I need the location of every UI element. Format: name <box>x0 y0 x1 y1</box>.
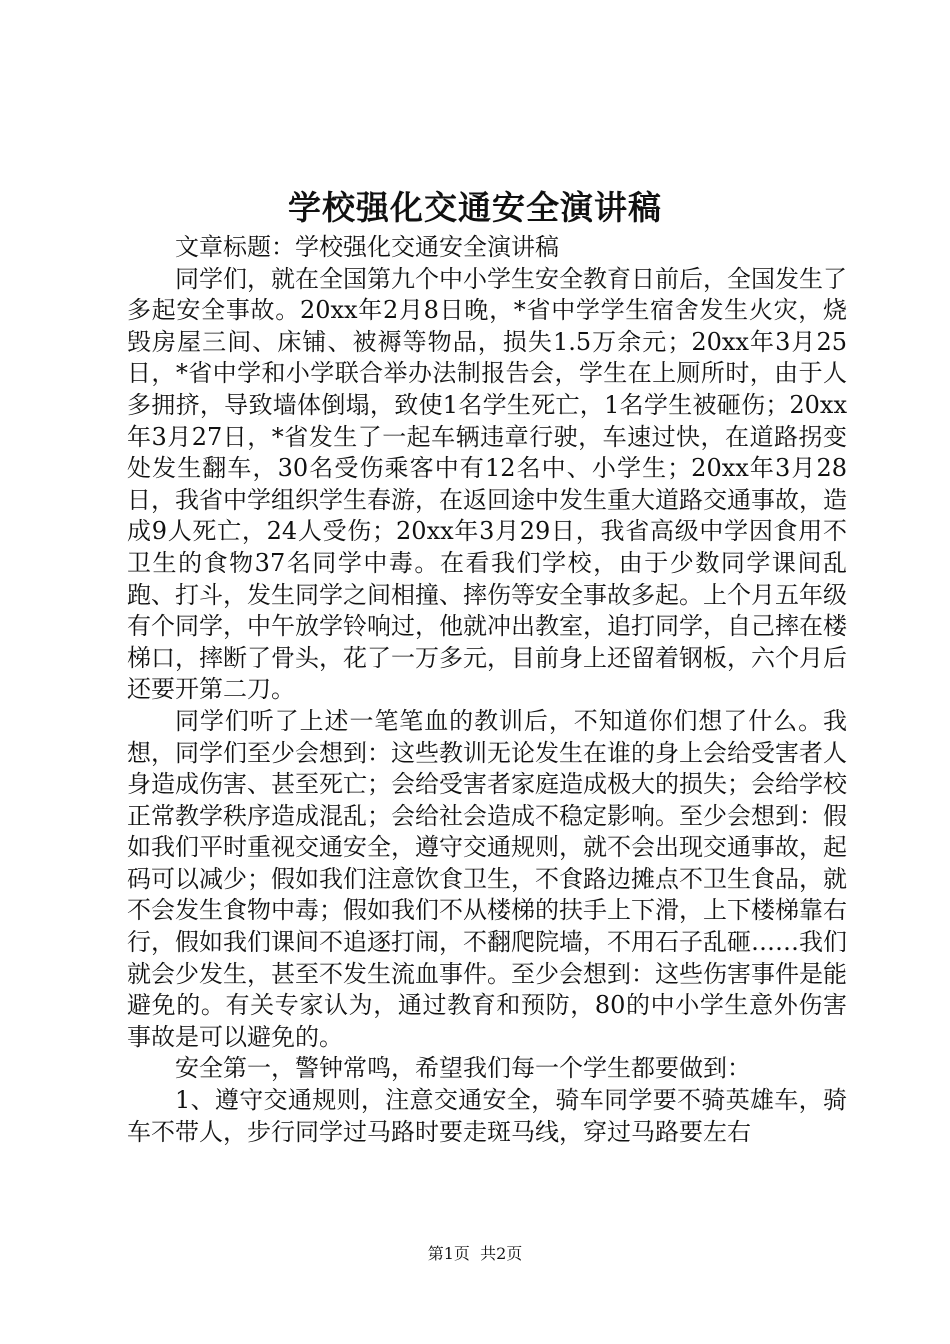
paragraph: 安全第一，警钟常鸣，希望我们每一个学生都要做到： <box>175 1054 751 1083</box>
document-body <box>127 232 847 1148</box>
article-title-line: 文章标题：学校强化交通安全演讲稿 <box>175 233 559 261</box>
page-number: 第1页 <box>427 1244 470 1263</box>
paragraph: 同学们听了上述一笔笔血的教训后，不知道你们想了什么。我想，同学们至少会想到：这些教训无论发生在谁的身上会给受害者人身造成伤害、甚至死亡；会给受害者家庭造成极大的损失；会给学校正常教学秩序造成混乱；会给社会造成不稳定影响。至少会想到：假如我们平时重视交通安全，遵守交通规则，就不会出现交通事故，起码可以减少；假如我们注意饮食卫生，不食路边摊点不卫生食品，就不会发生食物中毒；假如我们不从楼梯的扶手上下滑，上下楼梯靠右行，假如我们课间不追逐打闹，不翻爬院墙，不用石子乱砸……我们就会少发生，甚至不发生流血事件。至少会想到：这些伤害事件是能避免的。有关专家认为，通过教育和预防，80的中小学生意外伤害事故是可以避免的。 <box>127 706 847 1051</box>
page-footer <box>0 1242 950 1266</box>
page-total: 共2页 <box>480 1244 523 1263</box>
page-title: 学校强化交通安全演讲稿 <box>288 188 662 227</box>
paragraph: 同学们，就在全国第九个中小学生安全教育日前后，全国发生了多起安全事故。20xx年2月8日晚，*省中学学生宿舍发生火灾，烧毁房屋三间、床铺、被褥等物品，损失1.5万余元；20xx年3月25日，*省中学和小学联合举办法制报告会，学生在上厕所时，由于人多拥挤，导致墙体倒塌，致使1名学生死亡，1名学生被砸伤；20xx年3月27日，*省发生了一起车辆违章行驶，车速过快，在道路拐变处发生翻车，30名受伤乘客中有12名中、小学生；20xx年3月28日，我省中学组织学生春游，在返回途中发生重大道路交通事故，造成9人死亡，24人受伤；20xx年3月29日，我省高级中学因食用不卫生的食物37名同学中毒。在看我们学校，由于少数同学课间乱跑、打斗，发生同学之间相撞、摔伤等安全事故多起。上个月五年级有个同学，中午放学铃响过，他就冲出教室，追打同学，自己摔在楼梯口，摔断了骨头，花了一万多元，目前身上还留着钢板，六个月后还要开第二刀。 <box>127 264 847 704</box>
paragraph: 1、遵守交通规则，注意交通安全，骑车同学要不骑英雄车，骑车不带人，步行同学过马路时要走斑马线，穿过马路要左右 <box>127 1086 847 1146</box>
